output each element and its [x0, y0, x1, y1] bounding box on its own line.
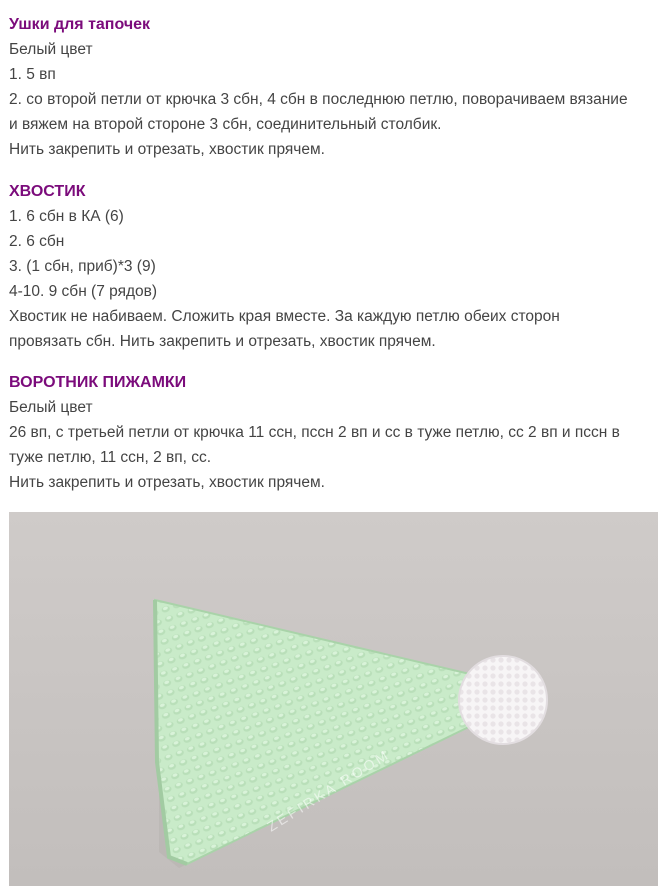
knitted-hat-image	[9, 512, 658, 886]
text-line: Хвостик не набиваем. Сложить края вместе. За каждую петлю обеих сторон	[9, 308, 560, 325]
text-line: Нить закрепить и отрезать, хвостик прячем.	[9, 474, 325, 491]
section-collar	[9, 370, 659, 495]
text-line: 26 вп, с третьей петли от крючка 11 ссн, пссн 2 вп и сс в туже петлю, сс 2 вп и пссн в	[9, 424, 620, 441]
text-line: 1. 6 сбн в КА (6)	[9, 208, 124, 225]
text-line: Белый цвет	[9, 399, 93, 416]
text-line: и вяжем на второй стороне 3 сбн, соединительный столбик.	[9, 116, 442, 133]
pompom	[459, 656, 547, 744]
text-line: провязать сбн. Нить закрепить и отрезать, хвостик прячем.	[9, 333, 436, 350]
text-line: Нить закрепить и отрезать, хвостик прячем.	[9, 141, 325, 158]
section-tail	[9, 179, 659, 354]
hat-photo	[9, 512, 658, 886]
text-line: 2. со второй петли от крючка 3 сбн, 4 сбн в последнюю петлю, поворачиваем вязание	[9, 91, 628, 108]
text-line: туже петлю, 11 ссн, 2 вп, сс.	[9, 449, 212, 466]
text-line: 3. (1 сбн, приб)*3 (9)	[9, 258, 156, 275]
section-heading: Ушки для тапочек	[9, 16, 151, 33]
section-heading: ХВОСТИК	[9, 183, 86, 200]
section-ears	[9, 12, 659, 162]
section-heading: ВОРОТНИК ПИЖАМКИ	[9, 374, 187, 391]
photo-watermark: ZEFIRKA ROOM	[264, 745, 393, 835]
text-line: 2. 6 сбн	[9, 233, 65, 250]
text-line: Белый цвет	[9, 41, 93, 58]
text-line: 1. 5 вп	[9, 66, 56, 83]
text-line: 4-10. 9 сбн (7 рядов)	[9, 283, 158, 300]
